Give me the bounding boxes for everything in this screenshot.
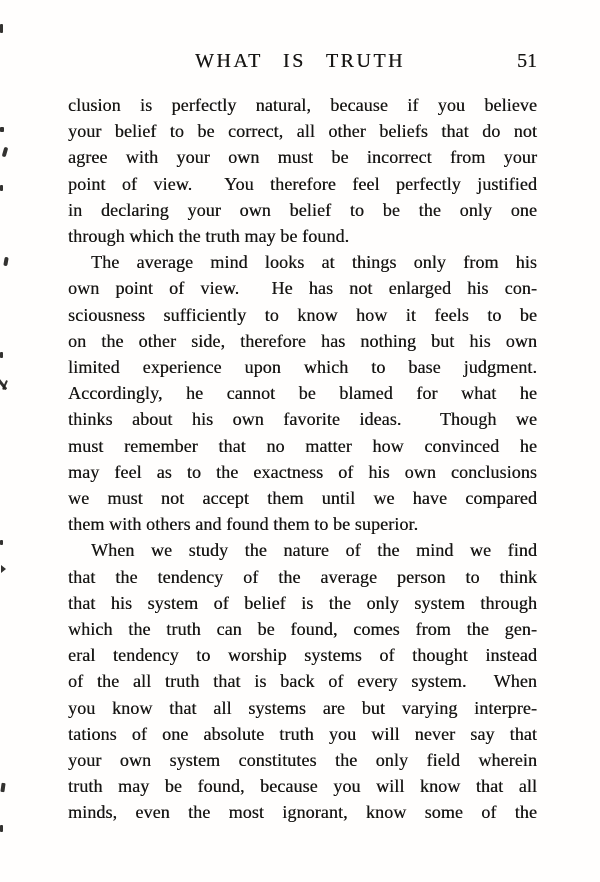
text-line: sciousness sufficiently to know how it feels to be [68, 304, 537, 325]
text-line: on the other side, therefore has nothing but his own [68, 330, 537, 351]
page-header [0, 50, 600, 76]
scan-speck [1, 565, 6, 573]
scan-speck [0, 127, 4, 132]
text-line: your belief to be correct, all other beliefs that do not [68, 121, 537, 142]
paragraph-2 [68, 249, 537, 537]
text-line: agree with your own must be incorrect from your [68, 147, 537, 168]
text-line: your own system constitutes the only field wherein [68, 750, 537, 771]
text-line: may feel as to the exactness of his own conclusions [68, 461, 537, 482]
text-line: own point of view. He has not enlarged his con- [68, 278, 537, 299]
text-line: that the tendency of the average person to think [68, 566, 537, 587]
text-line: eral tendency to worship systems of thought instead [68, 645, 537, 666]
scan-speck [2, 147, 9, 158]
text-line: of the all truth that is back of every system. When [68, 671, 537, 692]
text-line: Accordingly, he cannot be blamed for what he [68, 383, 537, 404]
text-line: thinks about his own favorite ideas. Though we [68, 409, 537, 430]
text-line: When we study the nature of the mind we find [91, 540, 537, 561]
text-line: must remember that no matter how convinced he [68, 435, 537, 456]
page-number: 51 [517, 50, 537, 72]
text-line: The average mind looks at things only from his [91, 252, 537, 273]
paragraph-3 [68, 537, 537, 825]
scan-speck [0, 540, 3, 545]
scan-speck [0, 783, 5, 792]
scan-speck [0, 24, 3, 33]
text-line: truth may be found, because you will know that all [68, 776, 537, 797]
text-line: tations of one absolute truth you will never say that [68, 723, 537, 744]
paragraph-1 [68, 92, 537, 249]
scan-speck [0, 352, 3, 358]
scan-speck [0, 825, 3, 832]
text-line: that his system of belief is the only system through [68, 592, 537, 613]
text-line: you know that all systems are but varying interpre- [68, 697, 537, 718]
text-line: in declaring your own belief to be the only one [68, 199, 537, 220]
text-line: minds, even the most ignorant, know some of the [68, 802, 537, 823]
text-line: we must not accept them until we have compared [68, 488, 537, 509]
text-line: which the truth can be found, comes from the gen- [68, 619, 537, 640]
scan-speck [3, 257, 9, 267]
text-line: clusion is perfectly natural, because if you believe [68, 95, 537, 115]
body-text [68, 92, 537, 826]
scan-speck [0, 185, 3, 191]
text-line: point of view. You therefore feel perfectly justified [68, 173, 537, 194]
text-line: through which the truth may be found. [68, 226, 350, 247]
running-title: WHAT IS TRUTH [195, 50, 405, 72]
text-line: limited experience upon which to base judgment. [68, 357, 537, 378]
text-line: them with others and found them to be superior. [68, 514, 419, 535]
